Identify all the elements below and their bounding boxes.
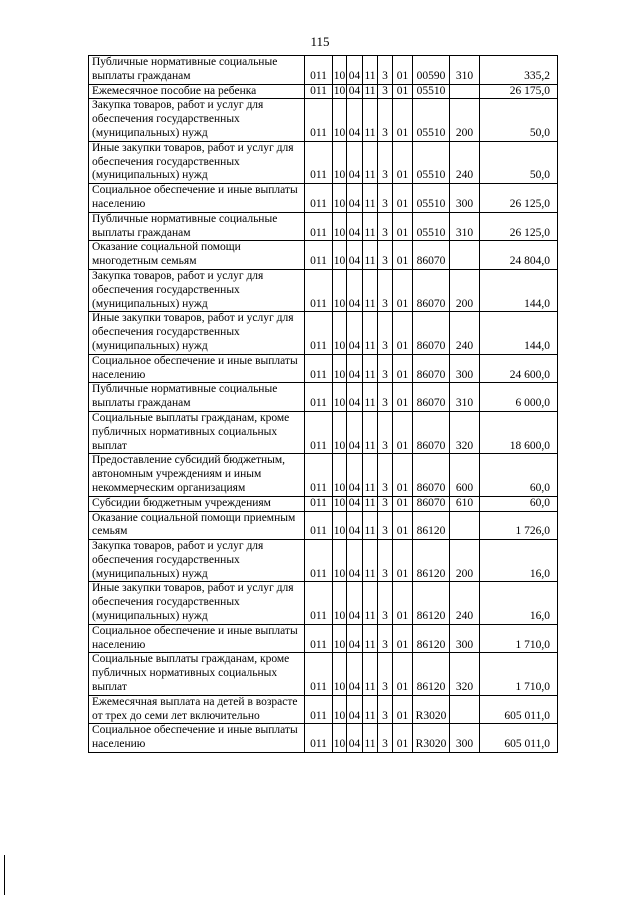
row-name: Социальные выплаты гражданам, кроме публичных нормативных социальных выплат bbox=[89, 411, 305, 453]
cell-section: 10 bbox=[333, 383, 347, 412]
cell-subprogram: 3 bbox=[378, 724, 393, 753]
cell-section: 10 bbox=[333, 56, 347, 85]
cell-amount: 26 125,0 bbox=[480, 212, 558, 241]
cell-main-event: 01 bbox=[393, 653, 413, 695]
cell-program: 11 bbox=[363, 511, 378, 540]
cell-section: 10 bbox=[333, 653, 347, 695]
cell-section: 10 bbox=[333, 212, 347, 241]
cell-expense-type bbox=[450, 511, 480, 540]
cell-admin-code: 011 bbox=[305, 241, 333, 270]
cell-main-event: 01 bbox=[393, 724, 413, 753]
cell-main-event: 01 bbox=[393, 184, 413, 213]
cell-subsection: 04 bbox=[347, 99, 363, 141]
cell-subprogram: 3 bbox=[378, 184, 393, 213]
cell-amount: 60,0 bbox=[480, 496, 558, 511]
cell-admin-code: 011 bbox=[305, 56, 333, 85]
row-name: Иные закупки товаров, работ и услуг для обеспечения государственных (муниципальных) нужд bbox=[89, 582, 305, 624]
cell-section: 10 bbox=[333, 269, 347, 311]
cell-subprogram: 3 bbox=[378, 312, 393, 354]
cell-subsection: 04 bbox=[347, 496, 363, 511]
cell-subsection: 04 bbox=[347, 511, 363, 540]
cell-section: 10 bbox=[333, 312, 347, 354]
cell-subsection: 04 bbox=[347, 624, 363, 653]
cell-subprogram: 3 bbox=[378, 56, 393, 85]
page-number: 115 bbox=[310, 34, 330, 49]
cell-direction: 86070 bbox=[413, 496, 450, 511]
cell-subsection: 04 bbox=[347, 653, 363, 695]
cell-main-event: 01 bbox=[393, 141, 413, 183]
cell-main-event: 01 bbox=[393, 454, 413, 496]
cell-direction: 86120 bbox=[413, 653, 450, 695]
cell-main-event: 01 bbox=[393, 56, 413, 85]
cell-subprogram: 3 bbox=[378, 241, 393, 270]
cell-main-event: 01 bbox=[393, 84, 413, 99]
cell-expense-type: 240 bbox=[450, 141, 480, 183]
cell-amount: 24 804,0 bbox=[480, 241, 558, 270]
row-name: Ежемесячное пособие на ребенка bbox=[89, 84, 305, 99]
table-row bbox=[89, 84, 558, 99]
cell-expense-type bbox=[450, 241, 480, 270]
cell-subsection: 04 bbox=[347, 184, 363, 213]
cell-subsection: 04 bbox=[347, 212, 363, 241]
cell-section: 10 bbox=[333, 582, 347, 624]
cell-subsection: 04 bbox=[347, 56, 363, 85]
cell-admin-code: 011 bbox=[305, 496, 333, 511]
cell-amount: 16,0 bbox=[480, 540, 558, 582]
cell-subsection: 04 bbox=[347, 241, 363, 270]
cell-admin-code: 011 bbox=[305, 212, 333, 241]
cell-direction: 86120 bbox=[413, 582, 450, 624]
cell-admin-code: 011 bbox=[305, 312, 333, 354]
cell-main-event: 01 bbox=[393, 582, 413, 624]
cell-subprogram: 3 bbox=[378, 454, 393, 496]
cell-subprogram: 3 bbox=[378, 582, 393, 624]
table-row bbox=[89, 383, 558, 412]
cell-subsection: 04 bbox=[347, 411, 363, 453]
cell-section: 10 bbox=[333, 84, 347, 99]
cell-subprogram: 3 bbox=[378, 99, 393, 141]
row-name: Оказание социальной помощи приемным семьям bbox=[89, 511, 305, 540]
cell-subsection: 04 bbox=[347, 383, 363, 412]
cell-subprogram: 3 bbox=[378, 695, 393, 724]
cell-expense-type: 310 bbox=[450, 383, 480, 412]
cell-program: 11 bbox=[363, 184, 378, 213]
cell-expense-type: 610 bbox=[450, 496, 480, 511]
row-name: Закупка товаров, работ и услуг для обеспечения государственных (муниципальных) нужд bbox=[89, 269, 305, 311]
cell-admin-code: 011 bbox=[305, 653, 333, 695]
cell-program: 11 bbox=[363, 312, 378, 354]
cell-amount: 26 125,0 bbox=[480, 184, 558, 213]
cell-subsection: 04 bbox=[347, 695, 363, 724]
cell-expense-type: 320 bbox=[450, 411, 480, 453]
cell-admin-code: 011 bbox=[305, 454, 333, 496]
cell-direction: 05510 bbox=[413, 84, 450, 99]
cell-admin-code: 011 bbox=[305, 84, 333, 99]
cell-direction: 05510 bbox=[413, 141, 450, 183]
cell-expense-type: 240 bbox=[450, 582, 480, 624]
row-name: Публичные нормативные социальные выплаты гражданам bbox=[89, 56, 305, 85]
cell-program: 11 bbox=[363, 454, 378, 496]
cell-subprogram: 3 bbox=[378, 354, 393, 383]
cell-direction: 05510 bbox=[413, 99, 450, 141]
cell-expense-type: 300 bbox=[450, 184, 480, 213]
cell-main-event: 01 bbox=[393, 511, 413, 540]
cell-expense-type bbox=[450, 695, 480, 724]
cell-amount: 1 710,0 bbox=[480, 624, 558, 653]
cell-amount: 144,0 bbox=[480, 269, 558, 311]
cell-main-event: 01 bbox=[393, 624, 413, 653]
cell-direction: 05510 bbox=[413, 184, 450, 213]
cell-program: 11 bbox=[363, 212, 378, 241]
cell-subsection: 04 bbox=[347, 582, 363, 624]
cell-expense-type: 300 bbox=[450, 354, 480, 383]
cell-amount: 24 600,0 bbox=[480, 354, 558, 383]
cell-program: 11 bbox=[363, 695, 378, 724]
table-row bbox=[89, 454, 558, 496]
cell-program: 11 bbox=[363, 56, 378, 85]
cell-main-event: 01 bbox=[393, 354, 413, 383]
cell-section: 10 bbox=[333, 454, 347, 496]
cell-subprogram: 3 bbox=[378, 511, 393, 540]
cell-subsection: 04 bbox=[347, 84, 363, 99]
row-name: Иные закупки товаров, работ и услуг для обеспечения государственных (муниципальных) нужд bbox=[89, 312, 305, 354]
cell-main-event: 01 bbox=[393, 695, 413, 724]
row-name: Публичные нормативные социальные выплаты гражданам bbox=[89, 212, 305, 241]
cell-expense-type: 320 bbox=[450, 653, 480, 695]
cell-expense-type: 300 bbox=[450, 724, 480, 753]
cell-program: 11 bbox=[363, 354, 378, 383]
cell-expense-type: 310 bbox=[450, 212, 480, 241]
row-name: Предоставление субсидий бюджетным, автономным учреждениям и иным некоммерческим организациям bbox=[89, 454, 305, 496]
cell-expense-type: 310 bbox=[450, 56, 480, 85]
budget-table bbox=[88, 55, 558, 753]
cell-expense-type: 600 bbox=[450, 454, 480, 496]
cell-subsection: 04 bbox=[347, 354, 363, 383]
row-name: Ежемесячная выплата на детей в возрасте от трех до семи лет включительно bbox=[89, 695, 305, 724]
cell-direction: 05510 bbox=[413, 212, 450, 241]
cell-admin-code: 011 bbox=[305, 269, 333, 311]
cell-direction: R3020 bbox=[413, 724, 450, 753]
table-row bbox=[89, 184, 558, 213]
cell-program: 11 bbox=[363, 141, 378, 183]
cell-direction: 86070 bbox=[413, 241, 450, 270]
cell-main-event: 01 bbox=[393, 212, 413, 241]
table-row bbox=[89, 56, 558, 85]
row-name: Закупка товаров, работ и услуг для обеспечения государственных (муниципальных) нужд bbox=[89, 99, 305, 141]
cell-main-event: 01 bbox=[393, 540, 413, 582]
margin-mark bbox=[4, 855, 5, 895]
cell-section: 10 bbox=[333, 354, 347, 383]
cell-program: 11 bbox=[363, 411, 378, 453]
cell-expense-type bbox=[450, 84, 480, 99]
cell-program: 11 bbox=[363, 383, 378, 412]
cell-admin-code: 011 bbox=[305, 383, 333, 412]
cell-main-event: 01 bbox=[393, 411, 413, 453]
cell-direction: 86070 bbox=[413, 354, 450, 383]
table-row bbox=[89, 695, 558, 724]
table-row bbox=[89, 354, 558, 383]
cell-admin-code: 011 bbox=[305, 141, 333, 183]
cell-subprogram: 3 bbox=[378, 653, 393, 695]
cell-section: 10 bbox=[333, 184, 347, 213]
table-row bbox=[89, 411, 558, 453]
table-row bbox=[89, 540, 558, 582]
cell-section: 10 bbox=[333, 724, 347, 753]
row-name: Закупка товаров, работ и услуг для обеспечения государственных (муниципальных) нужд bbox=[89, 540, 305, 582]
cell-admin-code: 011 bbox=[305, 624, 333, 653]
row-name: Иные закупки товаров, работ и услуг для обеспечения государственных (муниципальных) нужд bbox=[89, 141, 305, 183]
cell-amount: 605 011,0 bbox=[480, 724, 558, 753]
cell-direction: 86070 bbox=[413, 411, 450, 453]
cell-expense-type: 300 bbox=[450, 624, 480, 653]
cell-direction: 86070 bbox=[413, 269, 450, 311]
cell-subprogram: 3 bbox=[378, 212, 393, 241]
table-row bbox=[89, 653, 558, 695]
cell-amount: 144,0 bbox=[480, 312, 558, 354]
cell-subprogram: 3 bbox=[378, 84, 393, 99]
cell-admin-code: 011 bbox=[305, 511, 333, 540]
table-row bbox=[89, 724, 558, 753]
cell-direction: 86120 bbox=[413, 624, 450, 653]
cell-amount: 605 011,0 bbox=[480, 695, 558, 724]
cell-section: 10 bbox=[333, 695, 347, 724]
cell-subsection: 04 bbox=[347, 312, 363, 354]
cell-subprogram: 3 bbox=[378, 624, 393, 653]
table-row bbox=[89, 269, 558, 311]
cell-section: 10 bbox=[333, 496, 347, 511]
row-name: Социальное обеспечение и иные выплаты населению bbox=[89, 354, 305, 383]
cell-admin-code: 011 bbox=[305, 99, 333, 141]
cell-subprogram: 3 bbox=[378, 141, 393, 183]
cell-subprogram: 3 bbox=[378, 269, 393, 311]
cell-subsection: 04 bbox=[347, 724, 363, 753]
table-row bbox=[89, 141, 558, 183]
cell-admin-code: 011 bbox=[305, 184, 333, 213]
cell-subprogram: 3 bbox=[378, 496, 393, 511]
table-row bbox=[89, 496, 558, 511]
cell-amount: 1 726,0 bbox=[480, 511, 558, 540]
cell-direction: 86120 bbox=[413, 540, 450, 582]
cell-program: 11 bbox=[363, 624, 378, 653]
cell-section: 10 bbox=[333, 624, 347, 653]
cell-section: 10 bbox=[333, 511, 347, 540]
row-name: Оказание социальной помощи многодетным семьям bbox=[89, 241, 305, 270]
cell-program: 11 bbox=[363, 540, 378, 582]
cell-amount: 335,2 bbox=[480, 56, 558, 85]
cell-program: 11 bbox=[363, 241, 378, 270]
cell-program: 11 bbox=[363, 99, 378, 141]
cell-main-event: 01 bbox=[393, 241, 413, 270]
cell-main-event: 01 bbox=[393, 269, 413, 311]
cell-admin-code: 011 bbox=[305, 354, 333, 383]
cell-program: 11 bbox=[363, 582, 378, 624]
cell-program: 11 bbox=[363, 84, 378, 99]
cell-amount: 50,0 bbox=[480, 99, 558, 141]
cell-expense-type: 200 bbox=[450, 540, 480, 582]
row-name: Публичные нормативные социальные выплаты гражданам bbox=[89, 383, 305, 412]
cell-section: 10 bbox=[333, 241, 347, 270]
cell-subprogram: 3 bbox=[378, 540, 393, 582]
table-row bbox=[89, 241, 558, 270]
cell-amount: 6 000,0 bbox=[480, 383, 558, 412]
row-name: Социальные выплаты гражданам, кроме публичных нормативных социальных выплат bbox=[89, 653, 305, 695]
cell-section: 10 bbox=[333, 141, 347, 183]
cell-direction: R3020 bbox=[413, 695, 450, 724]
cell-main-event: 01 bbox=[393, 383, 413, 412]
cell-subsection: 04 bbox=[347, 454, 363, 496]
cell-amount: 1 710,0 bbox=[480, 653, 558, 695]
cell-expense-type: 240 bbox=[450, 312, 480, 354]
cell-amount: 18 600,0 bbox=[480, 411, 558, 453]
cell-subsection: 04 bbox=[347, 540, 363, 582]
table-row bbox=[89, 582, 558, 624]
cell-subprogram: 3 bbox=[378, 411, 393, 453]
cell-amount: 50,0 bbox=[480, 141, 558, 183]
cell-direction: 86070 bbox=[413, 312, 450, 354]
cell-subsection: 04 bbox=[347, 141, 363, 183]
cell-direction: 86070 bbox=[413, 383, 450, 412]
cell-direction: 86070 bbox=[413, 454, 450, 496]
cell-section: 10 bbox=[333, 411, 347, 453]
cell-main-event: 01 bbox=[393, 312, 413, 354]
cell-program: 11 bbox=[363, 269, 378, 311]
cell-main-event: 01 bbox=[393, 99, 413, 141]
cell-subprogram: 3 bbox=[378, 383, 393, 412]
cell-direction: 86120 bbox=[413, 511, 450, 540]
table-row bbox=[89, 624, 558, 653]
cell-section: 10 bbox=[333, 99, 347, 141]
row-name: Социальное обеспечение и иные выплаты населению bbox=[89, 184, 305, 213]
cell-admin-code: 011 bbox=[305, 695, 333, 724]
cell-admin-code: 011 bbox=[305, 540, 333, 582]
cell-amount: 26 175,0 bbox=[480, 84, 558, 99]
cell-admin-code: 011 bbox=[305, 582, 333, 624]
cell-program: 11 bbox=[363, 724, 378, 753]
cell-admin-code: 011 bbox=[305, 724, 333, 753]
cell-program: 11 bbox=[363, 496, 378, 511]
cell-amount: 16,0 bbox=[480, 582, 558, 624]
row-name: Социальное обеспечение и иные выплаты населению bbox=[89, 624, 305, 653]
table-row bbox=[89, 312, 558, 354]
row-name: Социальное обеспечение и иные выплаты населению bbox=[89, 724, 305, 753]
table-row bbox=[89, 99, 558, 141]
cell-section: 10 bbox=[333, 540, 347, 582]
cell-main-event: 01 bbox=[393, 496, 413, 511]
table-row bbox=[89, 212, 558, 241]
table-row bbox=[89, 511, 558, 540]
cell-subsection: 04 bbox=[347, 269, 363, 311]
row-name: Субсидии бюджетным учреждениям bbox=[89, 496, 305, 511]
cell-admin-code: 011 bbox=[305, 411, 333, 453]
cell-direction: 00590 bbox=[413, 56, 450, 85]
cell-expense-type: 200 bbox=[450, 269, 480, 311]
cell-program: 11 bbox=[363, 653, 378, 695]
cell-expense-type: 200 bbox=[450, 99, 480, 141]
cell-amount: 60,0 bbox=[480, 454, 558, 496]
